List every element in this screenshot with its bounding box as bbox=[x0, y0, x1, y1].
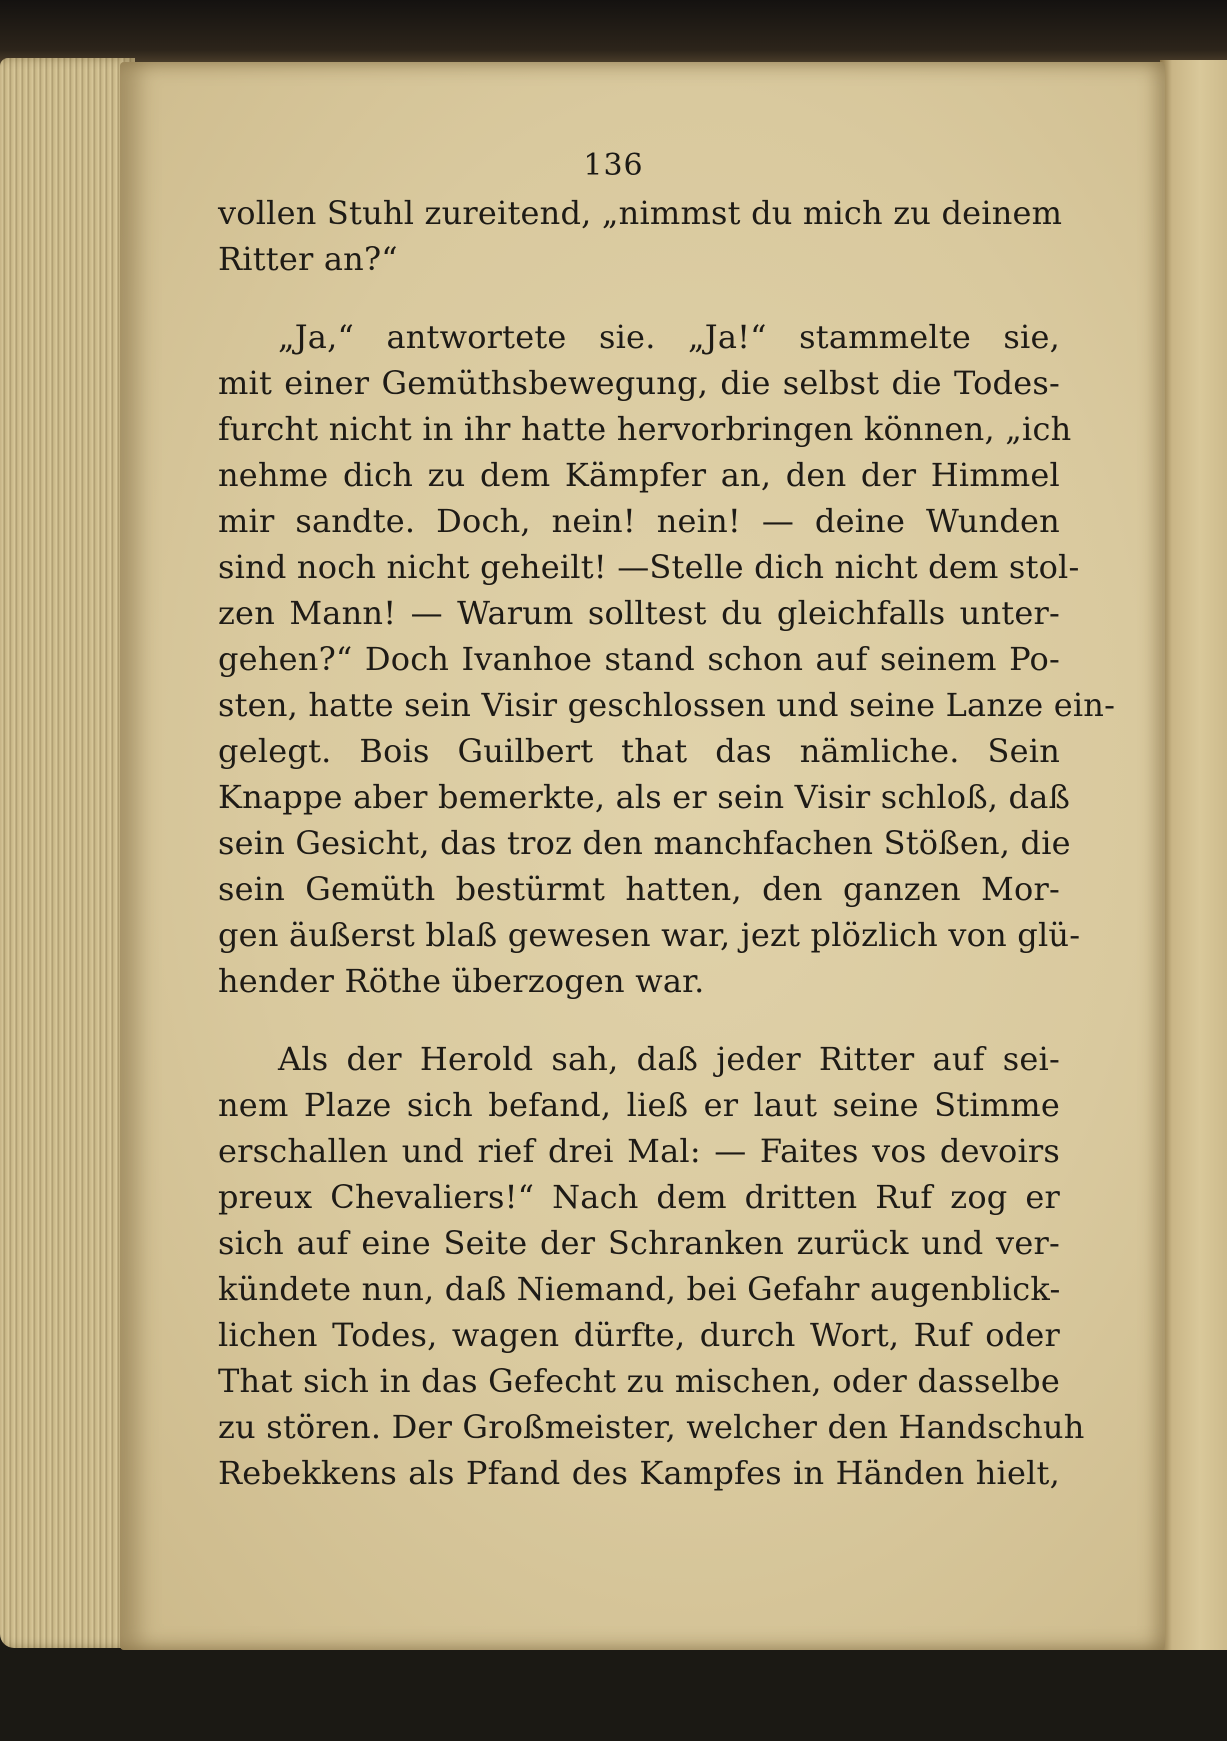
text-line: mit einer Gemüthsbewegung, die selbst die Todes- bbox=[218, 364, 1060, 402]
text-line: That sich in das Gefecht zu mischen, oder dasselbe bbox=[218, 1362, 1060, 1400]
text-line: hender Röthe überzogen war. bbox=[218, 962, 705, 1000]
text-line: gehen?“ Doch Ivanhoe stand schon auf seinem Po- bbox=[218, 640, 1060, 678]
text-line: nem Plaze sich befand, ließ er laut seine Stimme bbox=[218, 1086, 1060, 1124]
text-line: sein Gesicht, das troz den manchfachen Stößen, die bbox=[218, 824, 1071, 862]
text-line: kündete nun, daß Niemand, bei Gefahr augenblick- bbox=[218, 1270, 1061, 1308]
text-line: sein Gemüth bestürmt hatten, den ganzen Mor- bbox=[218, 870, 1060, 908]
paragraph bbox=[218, 190, 1063, 282]
page-text bbox=[218, 190, 1116, 1496]
text-line: Ritter an?“ bbox=[218, 240, 398, 278]
text-line: Rebekkens als Pfand des Kampfes in Händen hielt, bbox=[218, 1454, 1060, 1492]
text-line: gen äußerst blaß gewesen war, jezt plözlich von glü- bbox=[218, 916, 1081, 954]
page-number: 136 bbox=[583, 148, 644, 183]
text-line: sich auf eine Seite der Schranken zurück und ver- bbox=[218, 1224, 1060, 1262]
text-line: nehme dich zu dem Kämpfer an, den der Himmel bbox=[218, 456, 1060, 494]
paragraph bbox=[218, 1036, 1085, 1496]
text-line: gelegt. Bois Guilbert that das nämliche. Sein bbox=[218, 732, 1060, 770]
text-line: zen Mann! — Warum solltest du gleichfalls unter- bbox=[218, 594, 1060, 632]
text-line: vollen Stuhl zureitend, „nimmst du mich zu deinem bbox=[218, 194, 1063, 232]
page-stack-edge bbox=[0, 58, 135, 1648]
text-line: zu stören. Der Großmeister, welcher den Handschuh bbox=[218, 1408, 1085, 1446]
text-line: mir sandte. Doch, nein! nein! — deine Wunden bbox=[218, 502, 1060, 540]
text-line: Knappe aber bemerkte, als er sein Visir schloß, daß bbox=[218, 778, 1071, 816]
text-line: „Ja,“ antwortete sie. „Ja!“ stammelte sie, bbox=[278, 318, 1060, 356]
text-line: sten, hatte sein Visir geschlossen und seine Lanze ein- bbox=[218, 686, 1116, 724]
text-line: Als der Herold sah, daß jeder Ritter auf sei- bbox=[278, 1040, 1060, 1078]
paragraph bbox=[218, 314, 1116, 1004]
facing-page-edge bbox=[1160, 60, 1227, 1650]
text-line: lichen Todes, wagen dürfte, durch Wort, Ruf oder bbox=[218, 1316, 1060, 1354]
text-line: preux Chevaliers!“ Nach dem dritten Ruf zog er bbox=[218, 1178, 1060, 1216]
book-cover-edge bbox=[0, 0, 1227, 70]
text-line: erschallen und rief drei Mal: — Faites vos devoirs bbox=[218, 1132, 1060, 1170]
text-line: furcht nicht in ihr hatte hervorbringen können, „ich bbox=[218, 410, 1072, 448]
text-line: sind noch nicht geheilt! —Stelle dich nicht dem stol- bbox=[218, 548, 1080, 586]
